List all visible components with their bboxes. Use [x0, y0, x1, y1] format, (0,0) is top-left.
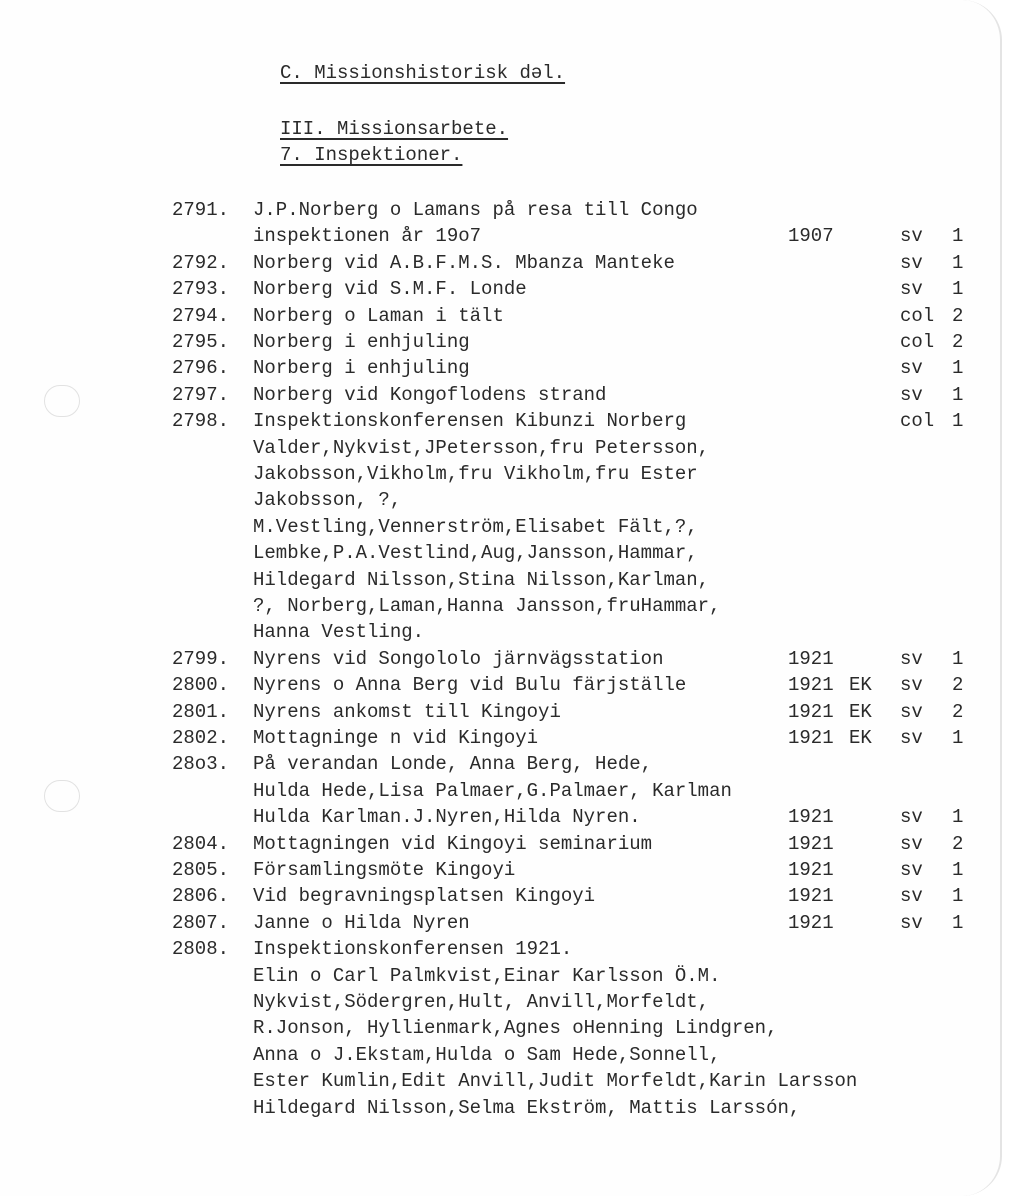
catalog-line	[0, 804, 1000, 830]
entry-number: 2793.	[172, 278, 230, 301]
entry-description: Hulda Karlman.J.Nyren,Hilda Nyren.	[253, 806, 641, 829]
entry-count: 1	[952, 383, 964, 406]
catalog-line	[0, 276, 1000, 302]
entry-count: 1	[952, 647, 964, 670]
entry-description: Jakobsson, ?,	[253, 489, 402, 512]
entry-format: col	[900, 410, 935, 433]
catalog-line	[0, 382, 1000, 408]
entry-description: Vid begravningsplatsen Kingoyi	[253, 885, 596, 908]
catalog-line	[0, 725, 1000, 751]
entry-count: 1	[952, 278, 964, 301]
entry-description: Ester Kumlin,Edit Anvill,Judit Morfeldt,Karin Larsson	[253, 1070, 858, 1093]
catalog-line	[0, 1095, 1000, 1121]
section-heading: C. Missionshistorisk dəl.	[280, 62, 566, 84]
topic-heading: 7. Inspektioner.	[280, 144, 463, 166]
entry-year: 1921	[788, 727, 834, 749]
entry-number: 2804.	[172, 832, 230, 855]
entry-year: 1921	[788, 647, 834, 670]
catalog-line	[0, 778, 1000, 804]
entry-description: J.P.Norberg o Lamans på resa till Congo	[253, 199, 698, 221]
entry-count: 1	[952, 911, 964, 934]
entry-year: 1921	[788, 911, 834, 934]
entry-number: 2802.	[172, 727, 230, 749]
entry-number: 2805.	[172, 859, 230, 881]
entry-number: 2791.	[172, 199, 230, 221]
entry-description: Nykvist,Södergren,Hult, Anvill,Morfeldt,	[253, 991, 710, 1013]
entry-description: Lembke,P.A.Vestlind,Aug,Jansson,Hammar,	[253, 542, 698, 565]
entry-number: 2794.	[172, 304, 230, 327]
entry-count: 2	[952, 304, 964, 327]
entry-ek: EK	[849, 700, 872, 723]
entry-year: 1921	[788, 700, 834, 723]
entry-number: 2801.	[172, 700, 230, 723]
entry-number: 2808.	[172, 938, 230, 961]
entry-description: R.Jonson, Hyllienmark,Agnes oHenning Lindgren,	[253, 1017, 778, 1040]
entry-count: 2	[952, 700, 964, 723]
entry-count: 1	[952, 225, 964, 248]
catalog-line	[0, 250, 1000, 276]
catalog-line	[0, 910, 1000, 936]
entry-year: 1921	[788, 806, 834, 829]
catalog-line	[0, 699, 1000, 725]
entry-year: 1921	[788, 885, 834, 908]
catalog-line	[0, 646, 1000, 672]
entry-description: Nyrens ankomst till Kingoyi	[253, 700, 561, 723]
catalog-line	[0, 408, 1000, 434]
catalog-line	[0, 461, 1000, 487]
entry-count: 1	[952, 806, 964, 829]
entry-number: 2795.	[172, 331, 230, 353]
entry-format: sv	[900, 357, 923, 380]
entry-format: sv	[900, 674, 923, 697]
entry-format: col	[900, 331, 935, 353]
entry-count: 1	[952, 727, 964, 749]
catalog-line	[0, 831, 1000, 857]
entry-description: Norberg vid S.M.F. Londe	[253, 278, 527, 301]
entry-count: 2	[952, 832, 964, 855]
catalog-line	[0, 672, 1000, 698]
entry-number: 2806.	[172, 885, 230, 908]
entry-number: 2799.	[172, 647, 230, 670]
entry-number: 28o3.	[172, 753, 230, 776]
catalog-line	[0, 303, 1000, 329]
entry-number: 2792.	[172, 251, 230, 274]
entry-count: 1	[952, 859, 964, 881]
entry-count: 1	[952, 357, 964, 380]
catalog-line	[0, 329, 1000, 355]
entry-description: Valder,Nykvist,JPetersson,fru Petersson,	[253, 436, 710, 459]
entry-description: Hildegard Nilsson,Stina Nilsson,Karlman,	[253, 568, 710, 591]
entry-description: Nyrens o Anna Berg vid Bulu färjställe	[253, 674, 687, 697]
entry-description: Norberg i enhjuling	[253, 331, 470, 353]
entry-year: 1921	[788, 859, 834, 881]
entry-description: Norberg vid A.B.F.M.S. Mbanza Manteke	[253, 251, 675, 274]
entry-number: 2807.	[172, 911, 230, 934]
catalog-line	[0, 963, 1000, 989]
catalog-line	[0, 619, 1000, 645]
entry-description: Församlingsmöte Kingoyi	[253, 859, 516, 881]
entry-description: Hildegard Nilsson,Selma Ekström, Mattis Larssón,	[253, 1096, 801, 1119]
entry-format: sv	[900, 647, 923, 670]
entry-format: sv	[900, 727, 923, 749]
entry-ek: EK	[849, 727, 872, 749]
entry-number: 2797.	[172, 383, 230, 406]
catalog-line	[0, 223, 1000, 249]
entry-format: sv	[900, 885, 923, 908]
subsection-heading: III. Missionsarbete.	[280, 118, 509, 140]
catalog-line	[0, 857, 1000, 883]
entry-description: Mottagningen vid Kingoyi seminarium	[253, 832, 653, 855]
entry-year: 1907	[788, 225, 834, 248]
catalog-line	[0, 355, 1000, 381]
entry-description: På verandan Londe, Anna Berg, Hede,	[253, 753, 653, 776]
catalog-line	[0, 197, 1000, 223]
entry-description: Hanna Vestling.	[253, 621, 425, 644]
entry-description: Norberg vid Kongoflodens strand	[253, 383, 607, 406]
entry-description: Norberg o Laman i tält	[253, 304, 504, 327]
catalog-line	[0, 435, 1000, 461]
entry-count: 1	[952, 251, 964, 274]
catalog-line	[0, 1068, 1000, 1094]
entry-format: sv	[900, 251, 923, 274]
entry-description: Anna o J.Ekstam,Hulda o Sam Hede,Sonnell,	[253, 1043, 721, 1066]
entry-description: Hulda Hede,Lisa Palmaer,G.Palmaer, Karlman	[253, 779, 732, 802]
entry-format: sv	[900, 278, 923, 301]
entry-ek: EK	[849, 674, 872, 697]
entry-description: Nyrens vid Songololo järnvägsstation	[253, 647, 664, 670]
entry-description: Norberg i enhjuling	[253, 357, 470, 380]
entry-count: 1	[952, 410, 964, 433]
entry-count: 2	[952, 674, 964, 697]
entry-format: sv	[900, 700, 923, 723]
catalog-line	[0, 514, 1000, 540]
entry-description: M.Vestling,Vennerström,Elisabet Fält,?,	[253, 515, 698, 538]
entry-description: Inspektionskonferensen Kibunzi Norberg	[253, 410, 687, 433]
entry-format: sv	[900, 859, 923, 881]
entry-number: 2800.	[172, 674, 230, 697]
catalog-line	[0, 989, 1000, 1015]
catalog-line	[0, 751, 1000, 777]
entry-description: ?, Norberg,Laman,Hanna Jansson,fruHammar,	[253, 595, 721, 617]
entry-count: 1	[952, 885, 964, 908]
entry-description: Elin o Carl Palmkvist,Einar Karlsson Ö.M.	[253, 964, 721, 987]
entry-description: Inspektionskonferensen 1921.	[253, 938, 573, 961]
entry-format: sv	[900, 383, 923, 406]
entry-format: sv	[900, 911, 923, 934]
entry-format: sv	[900, 225, 923, 248]
catalog-line	[0, 1042, 1000, 1068]
entry-number: 2798.	[172, 410, 230, 433]
catalog-line	[0, 487, 1000, 513]
catalog-line	[0, 883, 1000, 909]
catalog-line	[0, 567, 1000, 593]
entry-number: 2796.	[172, 357, 230, 380]
entry-description: Jakobsson,Vikholm,fru Vikholm,fru Ester	[253, 463, 698, 485]
entry-description: Janne o Hilda Nyren	[253, 911, 470, 934]
entry-description: inspektionen år 19o7	[253, 225, 482, 248]
catalog-line	[0, 936, 1000, 962]
entry-format: col	[900, 304, 935, 327]
entry-format: sv	[900, 832, 923, 855]
catalog-line	[0, 540, 1000, 566]
entry-count: 2	[952, 331, 964, 353]
entry-format: sv	[900, 806, 923, 829]
entry-year: 1921	[788, 832, 834, 855]
catalog-line	[0, 593, 1000, 619]
entry-description: Mottagninge n vid Kingoyi	[253, 727, 539, 749]
entry-year: 1921	[788, 674, 834, 697]
catalog-line	[0, 1015, 1000, 1041]
